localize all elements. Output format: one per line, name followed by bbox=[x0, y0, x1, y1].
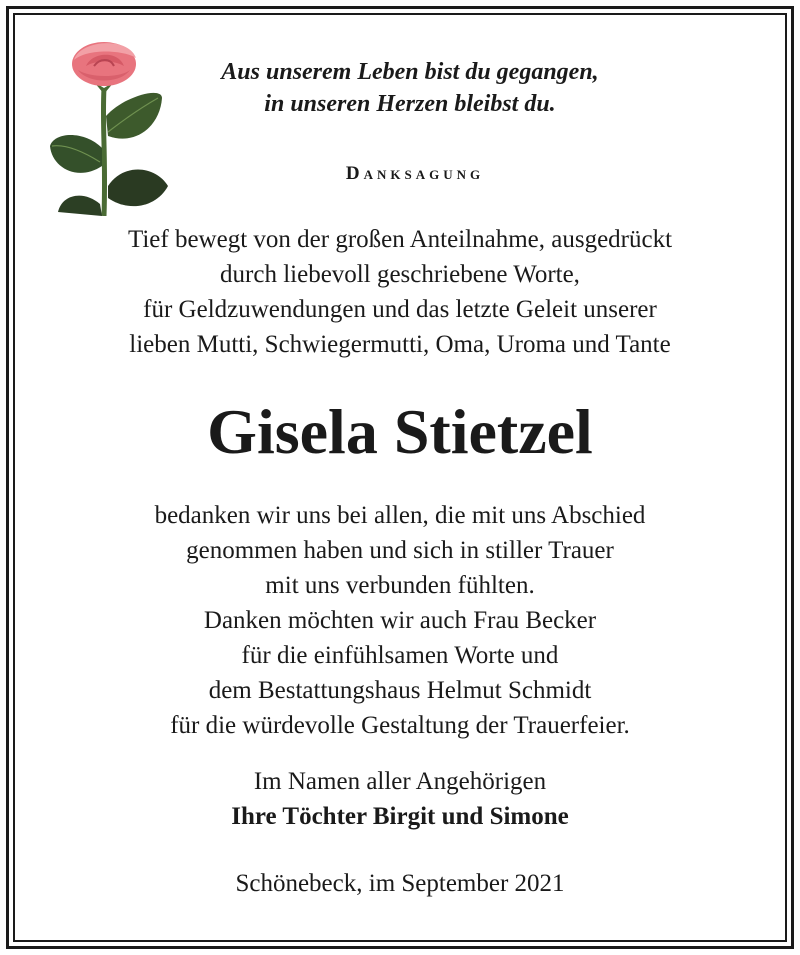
intro-paragraph bbox=[0, 222, 800, 362]
motto-line-2: in unseren Herzen bleibst du. bbox=[264, 91, 556, 117]
thanks-line: für die einfühlsamen Worte und bbox=[241, 642, 559, 669]
thanks-line: genommen haben und sich in stiller Trauer bbox=[186, 537, 614, 564]
thanks-line: dem Bestattungshaus Helmut Schmidt bbox=[208, 677, 592, 704]
place-date bbox=[0, 866, 800, 901]
intro-line: lieben Mutti, Schwiegermutti, Oma, Uroma und Tante bbox=[129, 331, 671, 358]
intro-line: durch liebevoll geschriebene Worte, bbox=[220, 261, 580, 288]
motto bbox=[150, 56, 670, 120]
thanks-line: für die würdevolle Gestaltung der Trauerfeier. bbox=[170, 712, 630, 739]
motto-line-1: Aus unserem Leben bist du gegangen, bbox=[221, 59, 599, 85]
thanks-line: mit uns verbunden fühlten. bbox=[265, 572, 535, 599]
intro-line: Tief bewegt von der großen Anteilnahme, ausgedrückt bbox=[127, 226, 673, 253]
thanks-paragraph bbox=[0, 498, 800, 743]
thanks-line: bedanken wir uns bei allen, die mit uns Abschied bbox=[154, 502, 646, 529]
signature-block bbox=[0, 764, 800, 834]
intro-line: für Geldzuwendungen und das letzte Geleit unserer bbox=[143, 296, 657, 323]
thanks-line: Danken möchten wir auch Frau Becker bbox=[203, 607, 597, 634]
signature-line-1: Im Namen aller Angehörigen bbox=[253, 768, 547, 795]
place-date-text: Schönebeck, im September 2021 bbox=[235, 870, 565, 897]
signature-line-2: Ihre Töchter Birgit und Simone bbox=[231, 803, 569, 830]
heading-danksagung: Danksagung bbox=[345, 163, 485, 184]
deceased-name: Gisela Stietzel bbox=[207, 396, 593, 467]
